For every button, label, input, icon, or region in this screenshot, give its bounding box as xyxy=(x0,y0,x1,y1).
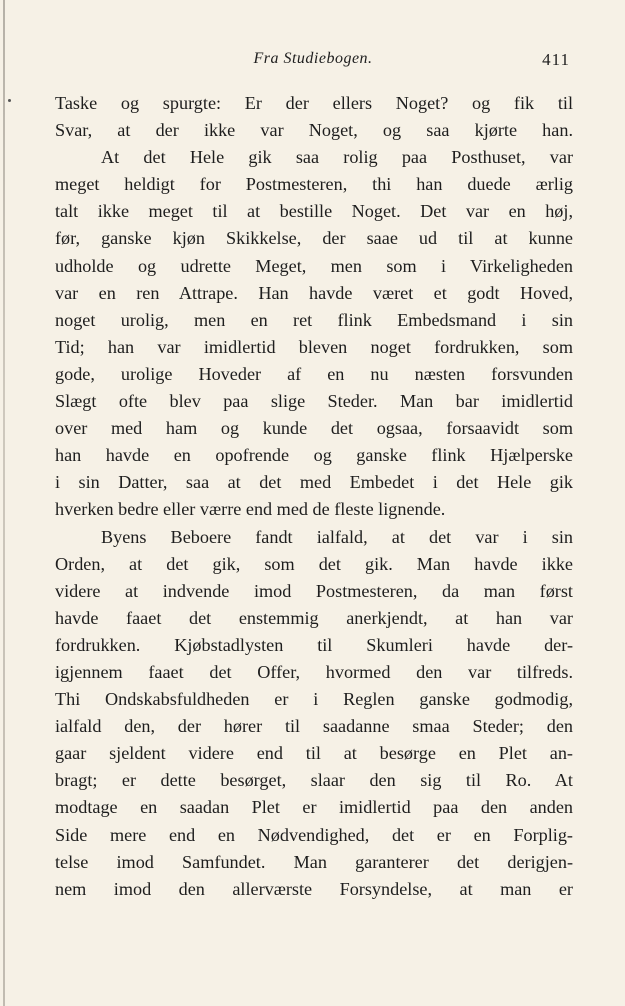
text-line: meget heldigt for Postmesteren, thi han duede ærlig xyxy=(55,174,573,195)
margin-mark xyxy=(8,99,11,102)
text-line: havde faaet det enstemmig anerkjendt, at han var xyxy=(55,607,573,628)
body-text xyxy=(55,90,573,903)
text-line: Slægt ofte blev paa slige Steder. Man bar imidlertid xyxy=(55,391,573,412)
text-line: udholde og udrette Meget, men som i Virkeligheden xyxy=(55,255,573,276)
text-line: var en ren Attrape. Han havde været et godt Hoved, xyxy=(55,282,573,303)
text-line: hverken bedre eller værre end med de fleste lignende. xyxy=(55,499,446,520)
text-line: modtage en saadan Plet er imidlertid paa den anden xyxy=(55,797,573,818)
text-line: Orden, at det gik, som det gik. Man havde ikke xyxy=(55,553,573,574)
text-line: telse imod Samfundet. Man garanterer det derigjen- xyxy=(55,851,573,872)
text-line: i sin Datter, saa at det med Embedet i det Hele gik xyxy=(55,472,573,493)
text-line: Side mere end en Nødvendighed, det er en Forplig- xyxy=(55,824,573,845)
text-line: gaar sjeldent videre end til at besørge en Plet an- xyxy=(55,743,573,764)
text-line: før, ganske kjøn Skikkelse, der saae ud til at kunne xyxy=(55,228,573,249)
text-line: han havde en opofrende og ganske flink Hjælperske xyxy=(55,445,573,466)
text-line: Byens Beboere fandt ialfald, at det var i sin xyxy=(101,526,573,547)
text-line: ialfald den, der hører til saadanne smaa Steder; den xyxy=(55,716,573,737)
text-line: igjennem faaet det Offer, hvormed den var tilfreds. xyxy=(55,661,573,682)
text-line: over med ham og kunde det ogsaa, forsaavidt som xyxy=(55,418,573,439)
text-line: noget urolig, men en ret flink Embedsmand i sin xyxy=(55,309,573,330)
page-edge-shadow xyxy=(3,0,5,1006)
text-line: Svar, at der ikke var Noget, og saa kjørte han. xyxy=(55,120,573,141)
text-line: At det Hele gik saa rolig paa Posthuset, var xyxy=(101,147,573,168)
page-number: 411 xyxy=(542,50,570,69)
running-title: Fra Studiebogen. xyxy=(253,50,373,67)
text-line: Taske og spurgte: Er der ellers Noget? og fik til xyxy=(55,93,573,113)
text-line: talt ikke meget til at bestille Noget. Det var en høj, xyxy=(55,201,573,222)
text-line: bragt; er dette besørget, slaar den sig til Ro. At xyxy=(55,770,573,791)
text-line: nem imod den allerværste Forsyndelse, at man er xyxy=(55,878,573,899)
text-line: fordrukken. Kjøbstadlysten til Skumleri havde der- xyxy=(55,634,573,655)
text-line: gode, urolige Hoveder af en nu næsten forsvunden xyxy=(55,363,573,384)
text-line: Thi Ondskabsfuldheden er i Reglen ganske godmodig, xyxy=(55,689,573,710)
text-line: Tid; han var imidlertid bleven noget fordrukken, som xyxy=(55,336,573,357)
text-line: videre at indvende imod Postmesteren, da man først xyxy=(55,580,573,601)
page-header xyxy=(52,50,574,74)
